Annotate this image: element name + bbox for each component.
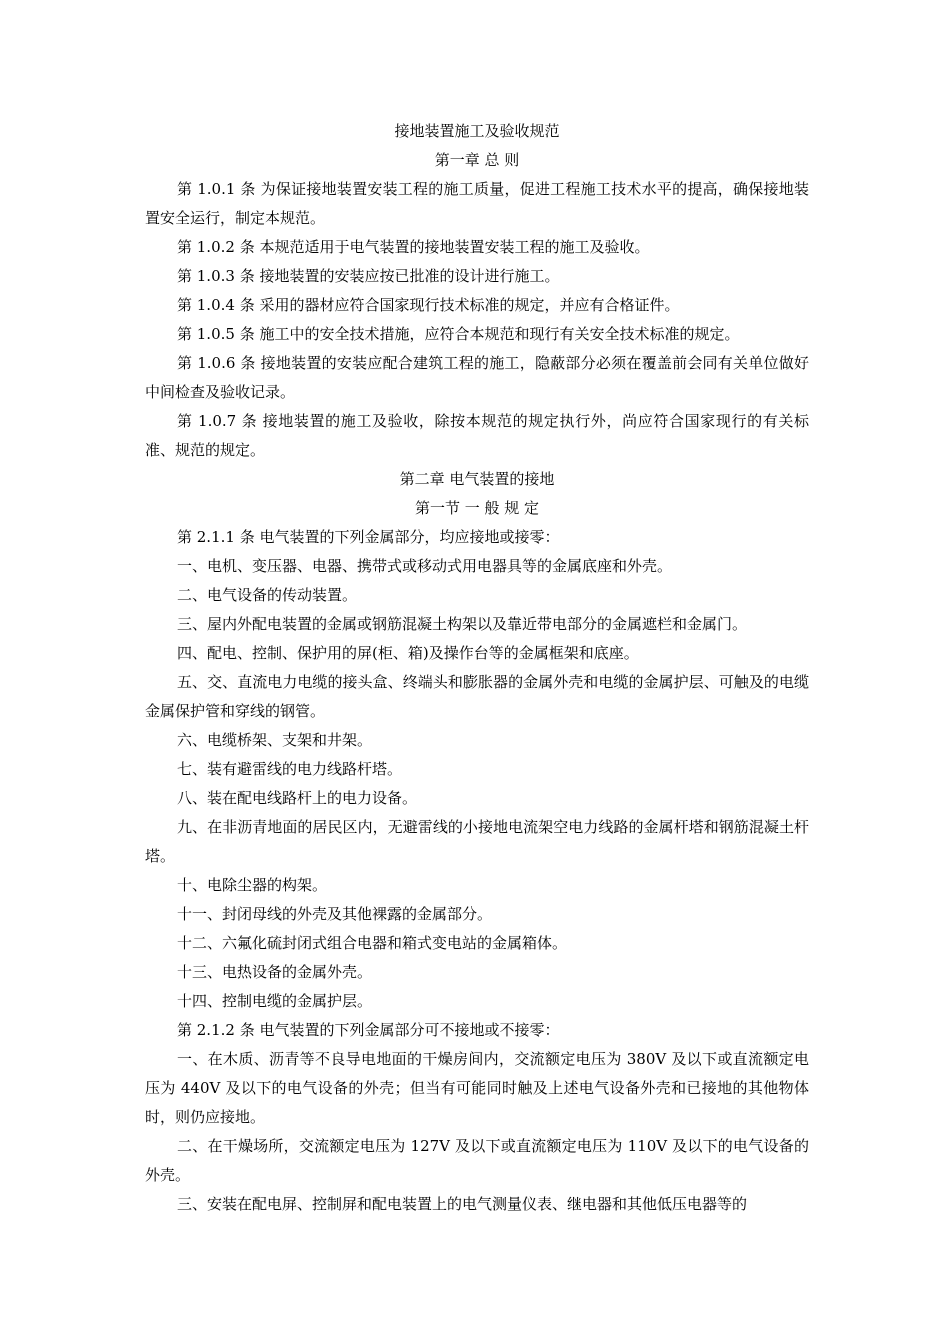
list-item: 十四、控制电缆的金属护层。 bbox=[177, 992, 373, 1010]
article-1-0-4: 第 1.0.4 条 采用的器材应符合国家现行技术标准的规定，并应有合格证件。 bbox=[177, 296, 680, 314]
list-item: 十一、封闭母线的外壳及其他裸露的金属部分。 bbox=[177, 905, 493, 923]
list-item: 八、装在配电线路杆上的电力设备。 bbox=[177, 789, 418, 807]
list-item: 七、装有避雷线的电力线路杆塔。 bbox=[177, 760, 403, 778]
list-item: 九、在非沥青地面的居民区内，无避雷线的小接地电流架空电力线路的金属杆塔和钢筋混凝土杆塔。 bbox=[145, 818, 809, 865]
list-item: 二、电气设备的传动装置。 bbox=[177, 586, 358, 604]
article-1-0-6: 第 1.0.6 条 接地装置的安装应配合建筑工程的施工，隐蔽部分必须在覆盖前会同有关单位做好中间检查及验收记录。 bbox=[145, 354, 809, 401]
list-item: 三、屋内外配电装置的金属或钢筋混凝土构架以及靠近带电部分的金属遮栏和金属门。 bbox=[177, 615, 748, 633]
chapter-2-heading: 第二章 电气装置的接地 bbox=[399, 470, 555, 488]
list-item: 四、配电、控制、保护用的屏(柜、箱)及操作台等的金属框架和底座。 bbox=[177, 644, 639, 662]
list-item: 十、电除尘器的构架。 bbox=[177, 876, 328, 894]
list-item: 二、在干燥场所，交流额定电压为 127V 及以下或直流额定电压为 110V 及以下的电气设备的外壳。 bbox=[145, 1137, 809, 1184]
article-1-0-5: 第 1.0.5 条 施工中的安全技术措施，应符合本规范和现行有关安全技术标准的规定。 bbox=[177, 325, 740, 343]
article-1-0-2: 第 1.0.2 条 本规范适用于电气装置的接地装置安装工程的施工及验收。 bbox=[177, 238, 650, 256]
list-item: 三、安装在配电屏、控制屏和配电装置上的电气测量仪表、继电器和其他低压电器等的 bbox=[177, 1195, 748, 1213]
document-page bbox=[145, 117, 809, 1219]
document-title: 接地装置施工及验收规范 bbox=[394, 122, 560, 140]
section-1-heading: 第一节 一 般 规 定 bbox=[414, 499, 540, 517]
list-item: 五、交、直流电力电缆的接头盒、终端头和膨胀器的金属外壳和电缆的金属护层、可触及的电缆金属保护管和穿线的钢管。 bbox=[145, 673, 809, 720]
list-item: 十二、六氟化硫封闭式组合电器和箱式变电站的金属箱体。 bbox=[177, 934, 568, 952]
list-item: 一、电机、变压器、电器、携带式或移动式用电器具等的金属底座和外壳。 bbox=[177, 557, 673, 575]
chapter-1-heading: 第一章 总 则 bbox=[434, 151, 520, 169]
article-1-0-3: 第 1.0.3 条 接地装置的安装应按已批准的设计进行施工。 bbox=[177, 267, 560, 285]
article-1-0-1: 第 1.0.1 条 为保证接地装置安装工程的施工质量，促进工程施工技术水平的提高，确保接地装置安全运行，制定本规范。 bbox=[145, 180, 809, 227]
article-2-1-2: 第 2.1.2 条 电气装置的下列金属部分可不接地或不接零： bbox=[177, 1021, 560, 1039]
list-item: 一、在木质、沥青等不良导电地面的干燥房间内，交流额定电压为 380V 及以下或直流额定电压为 440V 及以下的电气设备的外壳；但当有可能同时触及上述电气设备外壳和已接地的其他物体时，则仍应接地。 bbox=[145, 1050, 809, 1126]
list-item: 六、电缆桥架、支架和井架。 bbox=[177, 731, 373, 749]
list-item: 十三、电热设备的金属外壳。 bbox=[177, 963, 373, 981]
article-2-1-1: 第 2.1.1 条 电气装置的下列金属部分，均应接地或接零： bbox=[177, 528, 560, 546]
article-1-0-7: 第 1.0.7 条 接地装置的施工及验收，除按本规范的规定执行外，尚应符合国家现行的有关标准、规范的规定。 bbox=[145, 412, 809, 459]
